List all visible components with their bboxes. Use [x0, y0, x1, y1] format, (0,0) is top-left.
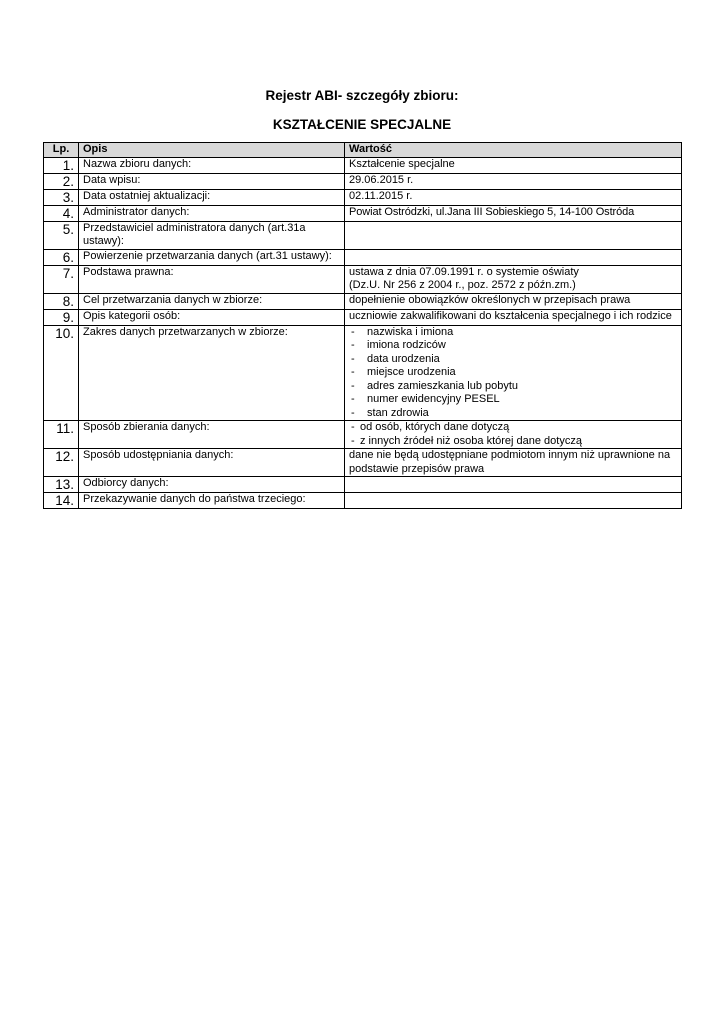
row-description: Administrator danych: — [79, 205, 345, 221]
header-lp: Lp. — [44, 143, 79, 158]
row-value: Kształcenie specjalne — [345, 157, 682, 173]
header-row — [44, 143, 682, 158]
row-description: Data wpisu: — [79, 173, 345, 189]
row-description: Odbiorcy danych: — [79, 477, 345, 493]
row-description: Sposób zbierania danych: — [79, 421, 345, 449]
document-subtitle: KSZTAŁCENIE SPECJALNE — [272, 117, 452, 132]
row-number: 3. — [44, 189, 79, 205]
list-item: - numer ewidencyjny PESEL — [349, 393, 677, 407]
row-number: 11. — [44, 421, 79, 449]
list-item: - miejsce urodzenia — [349, 366, 677, 380]
table-row — [44, 189, 682, 205]
header-opis: Opis — [79, 143, 345, 158]
document-title: Rejestr ABI- szczegóły zbioru: — [265, 88, 459, 103]
row-number: 7. — [44, 265, 79, 293]
row-description: Opis kategorii osób: — [79, 309, 345, 325]
row-description: Sposób udostępniania danych: — [79, 449, 345, 477]
row-description: Powierzenie przetwarzania danych (art.31 ustawy): — [79, 249, 345, 265]
data-scope-list — [349, 326, 677, 421]
row-description: Nazwa zbioru danych: — [79, 157, 345, 173]
table-row — [44, 221, 682, 249]
row-value: 29.06.2015 r. — [345, 173, 682, 189]
row-description: Przekazywanie danych do państwa trzeciego: — [79, 493, 345, 509]
row-value: uczniowie zakwalifikowani do kształcenia specjalnego i ich rodzice — [345, 309, 682, 325]
row-number: 14. — [44, 493, 79, 509]
row-number: 1. — [44, 157, 79, 173]
row-number: 6. — [44, 249, 79, 265]
row-number: 10. — [44, 325, 79, 421]
row-number: 8. — [44, 293, 79, 309]
table-row — [44, 293, 682, 309]
table-row — [44, 157, 682, 173]
list-item: - od osób, których dane dotyczą — [349, 421, 677, 435]
table-row — [44, 265, 682, 293]
list-item: - imiona rodziców — [349, 339, 677, 353]
table-row — [44, 249, 682, 265]
row-number: 9. — [44, 309, 79, 325]
row-description: Zakres danych przetwarzanych w zbiorze: — [79, 325, 345, 421]
row-value: dane nie będą udostępniane podmiotom innym niż uprawnione na podstawie przepisów prawa — [345, 449, 682, 477]
register-table — [43, 142, 682, 509]
collection-method-list — [349, 421, 677, 448]
row-value — [345, 477, 682, 493]
value-line: (Dz.U. Nr 256 z 2004 r., poz. 2572 z późn.zm.) — [349, 279, 576, 291]
list-item: - z innych źródeł niż osoba której dane dotyczą — [349, 435, 677, 449]
row-value: Powiat Ostródzki, ul.Jana III Sobieskiego 5, 14-100 Ostróda — [345, 205, 682, 221]
row-value: 02.11.2015 r. — [345, 189, 682, 205]
row-description: Przedstawiciel administratora danych (art.31a ustawy): — [79, 221, 345, 249]
row-number: 4. — [44, 205, 79, 221]
list-item: - nazwiska i imiona — [349, 326, 677, 340]
row-value — [345, 493, 682, 509]
row-value — [345, 249, 682, 265]
row-value — [345, 325, 682, 421]
list-item: - stan zdrowia — [349, 407, 677, 421]
value-line: ustawa z dnia 07.09.1991 r. o systemie oświaty — [349, 265, 579, 278]
table-row — [44, 205, 682, 221]
row-number: 12. — [44, 449, 79, 477]
row-value — [345, 265, 682, 293]
table-row — [44, 421, 682, 449]
row-value — [345, 421, 682, 449]
row-description: Data ostatniej aktualizacji: — [79, 189, 345, 205]
row-value: dopełnienie obowiązków określonych w przepisach prawa — [345, 293, 682, 309]
table-row — [44, 493, 682, 509]
row-description: Cel przetwarzania danych w zbiorze: — [79, 293, 345, 309]
table-row — [44, 173, 682, 189]
row-description: Podstawa prawna: — [79, 265, 345, 293]
table-row — [44, 477, 682, 493]
list-item: - data urodzenia — [349, 353, 677, 367]
table-row — [44, 449, 682, 477]
row-value — [345, 221, 682, 249]
list-item: - adres zamieszkania lub pobytu — [349, 380, 677, 394]
table-row — [44, 309, 682, 325]
row-number: 2. — [44, 173, 79, 189]
row-number: 13. — [44, 477, 79, 493]
row-number: 5. — [44, 221, 79, 249]
table-row — [44, 325, 682, 421]
header-wartosc: Wartość — [345, 143, 682, 158]
